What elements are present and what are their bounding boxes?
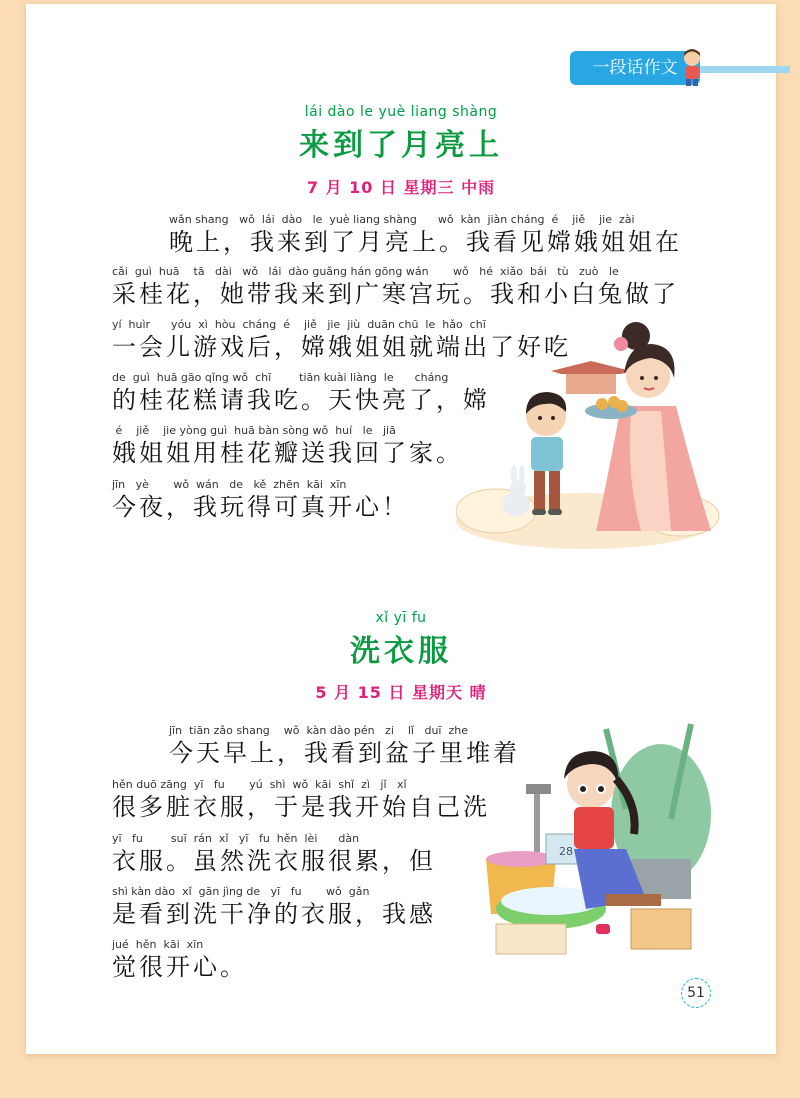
hanzi-row: 衣服。虽然洗衣服很累，但	[112, 847, 436, 875]
story1-date: 7 月 10 日 星期三 中雨	[306, 178, 496, 197]
pinyin-row: hěn duō zāng yī fu yú shì wǒ kāi shǐ zì jǐ xǐ	[112, 778, 407, 791]
story2-title: 洗衣服	[350, 634, 452, 669]
change-moon-illustration	[456, 316, 726, 551]
pinyin-row: yī fu suī rán xǐ yī fu hěn lèi dàn	[112, 832, 360, 845]
story1-line	[112, 371, 490, 415]
story2-line	[112, 778, 490, 822]
story1-title-block	[26, 104, 776, 164]
child-mascot-icon	[675, 47, 709, 87]
hanzi-row: 采桂花，她带我来到广寒宫玩。我和小白兔做了	[112, 280, 679, 308]
story2-line	[112, 832, 436, 876]
pinyin-row: wǎn shang wǒ lái dào le yuè liang shàng wǒ kàn jiàn cháng é jiě jie zài	[169, 213, 635, 226]
hanzi-row: 很多脏衣服，于是我开始自己洗	[112, 793, 490, 821]
story2-title-pinyin: xǐ yī fu	[375, 610, 427, 626]
hanzi-row: 今天早上，我看到盆子里堆着	[169, 739, 520, 767]
story2-title-block	[26, 610, 776, 670]
story1-line	[112, 424, 463, 468]
washing-clothes-illustration	[456, 709, 716, 974]
pinyin-row: jīn tiān zǎo shang wǒ kàn dào pén zi lǐ duī zhe	[169, 724, 468, 737]
story1-title: 来到了月亮上	[299, 128, 503, 163]
book-page	[26, 4, 776, 1054]
story1-title-pinyin: lái dào le yuè liang shàng	[304, 104, 498, 120]
story2-date: 5 月 15 日 星期天 晴	[315, 683, 487, 702]
hanzi-row: 娥姐姐用桂花瓣送我回了家。	[112, 439, 463, 467]
pinyin-row: jué hěn kāi xīn	[112, 938, 204, 951]
page-number: 51	[681, 978, 711, 1008]
hanzi-row: 今夜，我玩得可真开心！	[112, 493, 409, 521]
pinyin-row: de guì huā gāo qǐng wǒ chī tiān kuài liàng le cháng	[112, 371, 449, 384]
story1-line	[112, 265, 679, 309]
section-tag-label: 一段话作文	[570, 51, 700, 85]
tub-number-label: 28	[559, 845, 573, 858]
pinyin-row: cǎi guì huā tā dài wǒ lái dào guǎng hán gōng wán wǒ hé xiǎo bái tù zuò le	[112, 265, 619, 278]
pinyin-row: jīn yè wǒ wán de kě zhēn kāi xīn	[112, 478, 347, 491]
pinyin-row: shì kàn dào xǐ gān jìng de yī fu wǒ gǎn	[112, 885, 370, 898]
story2-line	[112, 885, 436, 929]
story1-line	[112, 478, 409, 522]
pinyin-row: yí huìr yóu xì hòu cháng é jiě jie jiù duān chū le hǎo chī	[112, 318, 486, 331]
hanzi-row: 晚上，我来到了月亮上。我看见嫦娥姐姐在	[169, 228, 682, 256]
story2-line	[112, 938, 247, 982]
hanzi-row: 是看到洗干净的衣服，我感	[112, 900, 436, 928]
story1-line	[169, 213, 682, 257]
pinyin-row: é jiě jie yòng guì huā bàn sòng wǒ huí le jiā	[112, 424, 396, 437]
hanzi-row: 觉很开心。	[112, 953, 247, 981]
hanzi-row: 的桂花糕请我吃。天快亮了，嫦	[112, 386, 490, 414]
hanzi-row: 一会儿游戏后，嫦娥姐姐就端出了好吃	[112, 333, 571, 361]
